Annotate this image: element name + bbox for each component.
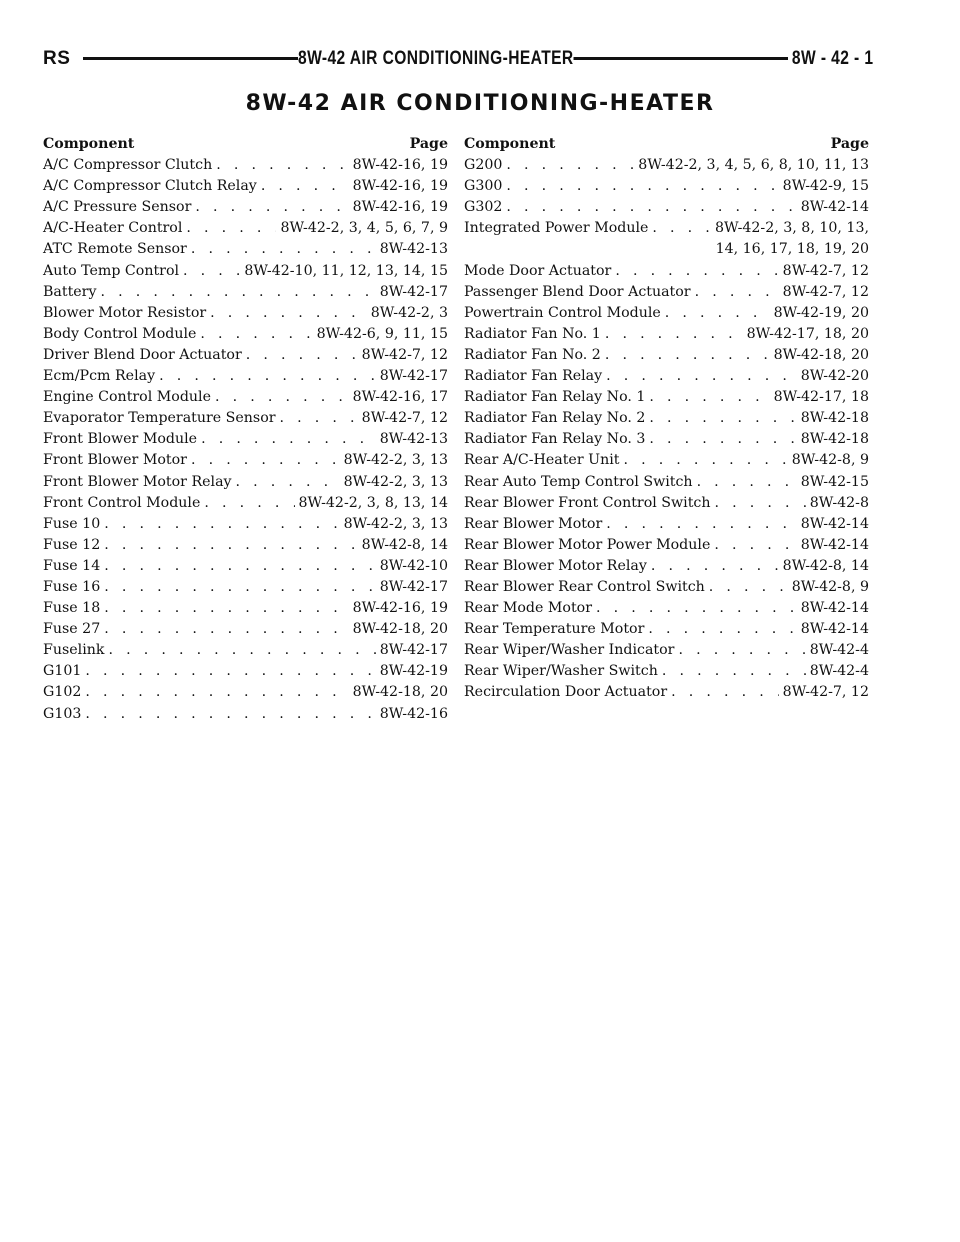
dot-leader (506, 155, 634, 176)
component-name: Passenger Blend Door Actuator (464, 283, 691, 300)
component-name: Fuse 14 (43, 557, 101, 574)
index-entry (43, 366, 448, 387)
dot-leader (104, 556, 375, 577)
dot-leader (623, 450, 787, 471)
dot-leader (104, 577, 375, 598)
index-entry (43, 345, 448, 366)
dot-leader (671, 682, 779, 703)
index-entry (43, 682, 448, 703)
dot-leader (649, 408, 796, 429)
component-name: Rear Wiper/Washer Indicator (464, 642, 675, 659)
index-entry (43, 197, 448, 218)
component-name: Rear Blower Motor (464, 515, 603, 532)
page-reference: 8W-42-6, 9, 11, 15 (316, 325, 448, 342)
dot-leader (204, 493, 294, 514)
component-name: Body Control Module (43, 325, 197, 342)
index-entry (464, 303, 869, 324)
page-reference: 8W-42-10 (379, 557, 448, 574)
column-header (464, 134, 869, 155)
page-reference: 8W-42-7, 12 (782, 283, 869, 300)
component-name: Ecm/Pcm Relay (43, 368, 156, 385)
page-reference: 8W-42-18, 20 (352, 621, 448, 638)
page-reference: 8W-42-18 (800, 410, 869, 427)
component-name: Driver Blend Door Actuator (43, 346, 242, 363)
index-entry (464, 218, 869, 239)
page-reference: 8W-42-19 (379, 663, 448, 680)
dot-leader (697, 472, 797, 493)
index-entry (464, 366, 869, 387)
page-reference: 8W-42-8, 14 (361, 536, 448, 553)
page-reference: 8W-42-16, 17 (352, 389, 448, 406)
header-section-title: 8W-42 AIR CONDITIONING-HEATER (298, 46, 574, 72)
index-entry (464, 493, 869, 514)
component-name: A/C Compressor Clutch (43, 157, 213, 174)
index-entry (43, 303, 448, 324)
dot-leader (216, 155, 348, 176)
index-entry (43, 535, 448, 556)
index-entry (464, 324, 869, 345)
page-reference: 8W-42-7, 12 (361, 346, 448, 363)
component-name: Rear Blower Motor Relay (464, 557, 647, 574)
dot-leader (615, 261, 778, 282)
dot-leader (649, 429, 796, 450)
dot-leader (195, 197, 348, 218)
index-entry (464, 535, 869, 556)
page-reference: 8W-42-16, 19 (352, 600, 448, 617)
component-name: G101 (43, 663, 82, 680)
index-entry (464, 450, 869, 471)
dot-leader (648, 619, 796, 640)
page-reference: 8W-42-15 (800, 473, 869, 490)
component-name: Fuse 27 (43, 621, 101, 638)
dot-leader (605, 345, 770, 366)
index-entry (464, 556, 869, 577)
dot-leader (200, 324, 312, 345)
component-name: Fuse 16 (43, 578, 101, 595)
component-name: Fuse 18 (43, 600, 101, 617)
page-reference: 8W-42-14 (800, 621, 869, 638)
component-name: Powertrain Control Module (464, 304, 661, 321)
index-entry (464, 176, 869, 197)
component-name: A/C-Heater Control (43, 220, 183, 237)
component-name: Rear Auto Temp Control Switch (464, 473, 693, 490)
page-reference: 8W-42-14 (800, 600, 869, 617)
dot-leader (261, 176, 349, 197)
component-name: Rear Wiper/Washer Switch (464, 663, 658, 680)
page-reference: 8W-42-4 (809, 663, 869, 680)
component-name: Mode Door Actuator (464, 262, 612, 279)
index-entry (464, 598, 869, 619)
dot-leader (506, 176, 778, 197)
dot-leader (596, 598, 797, 619)
dot-leader (236, 472, 340, 493)
dot-leader (651, 556, 779, 577)
component-name: Front Blower Motor Relay (43, 473, 232, 490)
component-name: Rear Blower Motor Power Module (464, 536, 711, 553)
dot-leader (159, 366, 376, 387)
column-header (43, 134, 448, 155)
dot-leader (695, 282, 779, 303)
page-reference: 8W-42-18, 20 (352, 684, 448, 701)
dot-leader (606, 366, 797, 387)
component-name: Radiator Fan Relay No. 2 (464, 410, 646, 427)
page-reference: 8W-42-8, 9 (791, 452, 869, 469)
index-entry (43, 472, 448, 493)
page-reference: 8W-42-10, 11, 12, 13, 14, 15 (244, 262, 448, 279)
index-entry (43, 514, 448, 535)
dot-leader (201, 429, 376, 450)
dot-leader (649, 387, 769, 408)
page-reference: 8W-42-8, 9 (791, 578, 869, 595)
page-reference: 8W-42-2, 3, 13 (343, 515, 448, 532)
dot-leader (606, 514, 796, 535)
index-entry (43, 282, 448, 303)
component-name: Radiator Fan Relay No. 3 (464, 431, 646, 448)
component-name: Radiator Fan No. 1 (464, 325, 601, 342)
index-entry (43, 493, 448, 514)
index-entry (464, 640, 869, 661)
dot-leader (104, 535, 357, 556)
component-header: Component (464, 136, 556, 152)
dot-leader (714, 535, 796, 556)
page-header: Page (830, 136, 869, 152)
header-section-code: RS (43, 46, 70, 72)
dot-leader (183, 261, 240, 282)
page-reference: 8W-42-16, 19 (352, 199, 448, 216)
index-column-left (43, 134, 448, 725)
dot-leader (85, 682, 348, 703)
component-name: Front Blower Module (43, 431, 198, 448)
page-reference: 8W-42-7, 12 (361, 410, 448, 427)
dot-leader (104, 514, 339, 535)
dot-leader (506, 197, 796, 218)
dot-leader (186, 218, 276, 239)
component-name: Radiator Fan No. 2 (464, 346, 601, 363)
header-page-number: 8W - 42 - 1 (791, 46, 873, 72)
component-name: A/C Pressure Sensor (43, 199, 192, 216)
index-column-right (464, 134, 869, 704)
dot-leader (246, 345, 358, 366)
component-name: Front Control Module (43, 494, 201, 511)
component-header: Component (43, 136, 135, 152)
page-reference: 8W-42-18 (800, 431, 869, 448)
page-reference: 8W-42-17 (379, 283, 448, 300)
dot-leader (665, 303, 770, 324)
component-name: Recirculation Door Actuator (464, 684, 668, 701)
page-reference: 8W-42-18, 20 (773, 346, 869, 363)
index-entry (43, 387, 448, 408)
component-name: ATC Remote Sensor (43, 241, 187, 258)
index-entry (464, 514, 869, 535)
index-entry (464, 429, 869, 450)
component-name: Fuselink (43, 642, 105, 659)
page-reference: 8W-42-16, 19 (352, 157, 448, 174)
index-entry (43, 324, 448, 345)
dot-leader (652, 218, 711, 239)
page-reference: 8W-42-2, 3, 4, 5, 6, 7, 9 (280, 220, 448, 237)
index-entry (43, 661, 448, 682)
component-name: Front Blower Motor (43, 452, 187, 469)
component-name: Auto Temp Control (43, 262, 180, 279)
index-entry (43, 176, 448, 197)
index-entry (43, 239, 448, 260)
index-entry (464, 682, 869, 703)
component-name: A/C Compressor Clutch Relay (43, 178, 257, 195)
page-reference: 8W-42-8, 14 (782, 557, 869, 574)
page-reference: 8W-42-7, 12 (782, 684, 869, 701)
page-reference: 8W-42-14 (800, 515, 869, 532)
page-reference: 8W-42-2, 3, 13 (343, 452, 448, 469)
page-header: Page (409, 136, 448, 152)
dot-leader (709, 577, 788, 598)
component-name: Rear A/C-Heater Unit (464, 452, 620, 469)
index-entry (43, 640, 448, 661)
component-name: Rear Mode Motor (464, 600, 592, 617)
page-reference: 8W-42-13 (379, 431, 448, 448)
component-name: G300 (464, 178, 503, 195)
page-reference: 8W-42-17 (379, 368, 448, 385)
page-reference: 8W-42-2, 3, 8, 10, 13, (715, 220, 869, 237)
index-entry (464, 197, 869, 218)
dot-leader (605, 324, 743, 345)
dot-leader (714, 493, 805, 514)
index-entry (43, 619, 448, 640)
page-reference: 8W-42-20 (800, 368, 869, 385)
page-reference: 8W-42-17, 18, 20 (746, 325, 869, 342)
component-name: Integrated Power Module (464, 220, 649, 237)
index-list-left (43, 155, 448, 725)
header-rule-right (563, 57, 788, 60)
page-reference: 8W-42-9, 15 (782, 178, 869, 195)
page-reference: 8W-42-17 (379, 578, 448, 595)
index-entry (464, 155, 869, 176)
index-entry (43, 598, 448, 619)
component-name: Rear Blower Rear Control Switch (464, 578, 705, 595)
page-reference: 8W-42-16, 19 (352, 178, 448, 195)
dot-leader (191, 450, 340, 471)
page-reference: 8W-42-2, 3, 13 (343, 473, 448, 490)
component-name: Evaporator Temperature Sensor (43, 410, 276, 427)
dot-leader (85, 704, 375, 725)
dot-leader (678, 640, 805, 661)
index-entry (43, 155, 448, 176)
component-name: G103 (43, 705, 82, 722)
page-reference: 8W-42-2, 3 (370, 304, 448, 321)
index-entry (43, 261, 448, 282)
dot-leader (104, 598, 348, 619)
dot-leader (100, 282, 375, 303)
component-name: Rear Temperature Motor (464, 621, 645, 638)
dot-leader (85, 661, 375, 682)
index-entry (43, 577, 448, 598)
page-reference: 8W-42-13 (379, 241, 448, 258)
component-name: Radiator Fan Relay No. 1 (464, 389, 646, 406)
page-reference: 8W-42-16 (379, 705, 448, 722)
header-rule-left (83, 57, 313, 60)
index-entry (43, 218, 448, 239)
index-entry (464, 282, 869, 303)
dot-leader (662, 661, 806, 682)
page-reference: 8W-42-8 (809, 494, 869, 511)
dot-leader (104, 619, 348, 640)
index-entry (464, 577, 869, 598)
index-entry (43, 429, 448, 450)
component-name: Fuse 10 (43, 515, 101, 532)
dot-leader (280, 408, 358, 429)
dot-leader (191, 239, 376, 260)
component-name: Rear Blower Front Control Switch (464, 494, 711, 511)
index-entry (43, 450, 448, 471)
page-reference: 8W-42-17 (379, 642, 448, 659)
page-reference: 8W-42-19, 20 (773, 304, 869, 321)
page-header (43, 46, 873, 72)
page-reference: 8W-42-7, 12 (782, 262, 869, 279)
index-entry (43, 408, 448, 429)
page-reference: 8W-42-4 (809, 642, 869, 659)
dot-leader (215, 387, 349, 408)
page-reference-continued: 14, 16, 17, 18, 19, 20 (715, 241, 869, 258)
page-reference: 8W-42-2, 3, 8, 13, 14 (298, 494, 448, 511)
component-name: Radiator Fan Relay (464, 368, 603, 385)
index-entry (464, 387, 869, 408)
page-reference: 8W-42-14 (800, 199, 869, 216)
component-name: G302 (464, 199, 503, 216)
index-entry (464, 345, 869, 366)
index-list-right (464, 155, 869, 703)
index-entry (43, 556, 448, 577)
page-reference: 8W-42-2, 3, 4, 5, 6, 8, 10, 11, 13 (638, 157, 869, 174)
component-name: Battery (43, 283, 97, 300)
dot-leader (108, 640, 375, 661)
component-name: Engine Control Module (43, 389, 211, 406)
page-reference: 8W-42-14 (800, 536, 869, 553)
index-entry (464, 408, 869, 429)
page-reference: 8W-42-17, 18 (773, 389, 869, 406)
index-entry (464, 472, 869, 493)
component-name: G102 (43, 684, 82, 701)
page-title: 8W-42 AIR CONDITIONING-HEATER (245, 91, 715, 116)
component-name: Fuse 12 (43, 536, 101, 553)
component-name: Blower Motor Resistor (43, 304, 207, 321)
component-name: G200 (464, 157, 503, 174)
index-entry (43, 704, 448, 725)
index-entry (464, 619, 869, 640)
index-entry (464, 261, 869, 282)
dot-leader (210, 303, 367, 324)
index-entry (464, 661, 869, 682)
